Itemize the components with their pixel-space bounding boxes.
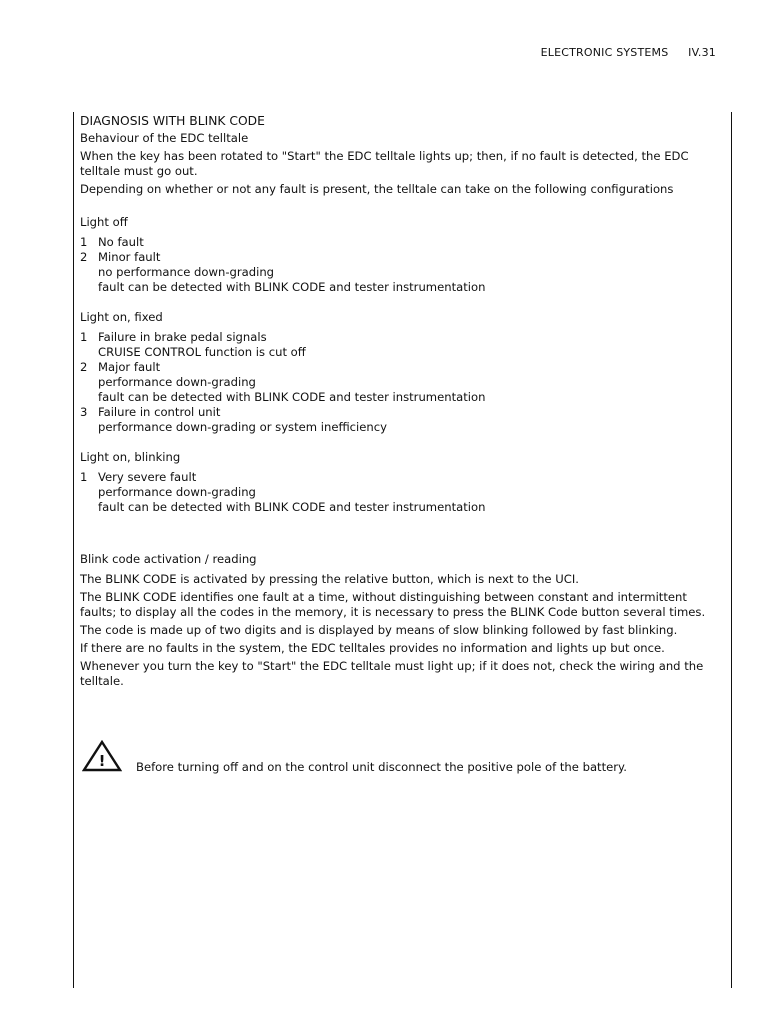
page-content	[80, 114, 726, 692]
activation-paragraph-2: The BLINK CODE identifies one fault at a time, without distinguishing between constant and intermittent faults; to display all the codes in the memory, it is necessary to press the BLINK Code button several times.	[80, 590, 706, 619]
item-label: Major fault	[98, 360, 161, 374]
item-number: 1	[80, 330, 88, 344]
item-detail: performance down-grading	[98, 485, 256, 499]
item-label: No fault	[98, 235, 144, 249]
light-off-title: Light off	[80, 215, 128, 229]
item-detail: fault can be detected with BLINK CODE and tester instrumentation	[98, 280, 486, 294]
light-off-list	[80, 235, 726, 295]
activation-heading: Blink code activation / reading	[80, 552, 257, 566]
list-item	[80, 235, 726, 250]
warning-text: Before turning off and on the control unit disconnect the positive pole of the battery.	[136, 760, 627, 774]
item-body	[98, 235, 726, 250]
item-body	[98, 405, 726, 435]
item-number: 2	[80, 250, 88, 264]
activation-paragraph-5: Whenever you turn the key to "Start" the EDC telltale must light up; if it does not, check the wiring and the telltale.	[80, 659, 704, 688]
light-fixed-title: Light on, fixed	[80, 310, 163, 324]
item-number: 1	[80, 470, 88, 484]
item-detail: fault can be detected with BLINK CODE and tester instrumentation	[98, 500, 486, 514]
behaviour-heading: Behaviour of the EDC telltale	[80, 131, 249, 145]
activation-paragraph-3: The code is made up of two digits and is displayed by means of slow blinking followed by fast blinking.	[80, 623, 678, 637]
item-label: Very severe fault	[98, 470, 197, 484]
item-body	[98, 470, 726, 515]
list-item	[80, 470, 726, 515]
page-title: DIAGNOSIS WITH BLINK CODE	[80, 114, 265, 128]
behaviour-paragraph-1: When the key has been rotated to "Start" the EDC telltale lights up; then, if no fault is detected, the EDC telltale must go out.	[80, 149, 689, 178]
left-rule	[73, 112, 74, 988]
item-body	[98, 250, 726, 295]
warning-symbol: !	[98, 752, 106, 770]
list-item	[80, 250, 726, 295]
list-item	[80, 360, 726, 405]
page-header	[541, 45, 716, 60]
item-detail: fault can be detected with BLINK CODE and tester instrumentation	[98, 390, 486, 404]
right-rule	[731, 112, 732, 988]
item-number: 2	[80, 360, 88, 374]
list-item	[80, 405, 726, 435]
item-number: 1	[80, 235, 88, 249]
section-name: ELECTRONIC SYSTEMS	[540, 46, 669, 59]
behaviour-paragraph-2: Depending on whether or not any fault is present, the telltale can take on the following configurations	[80, 182, 674, 196]
list-item	[80, 330, 726, 360]
item-detail: no performance down-grading	[98, 265, 275, 279]
item-detail: performance down-grading	[98, 375, 256, 389]
light-blinking-title: Light on, blinking	[80, 450, 181, 464]
item-detail: CRUISE CONTROL function is cut off	[98, 345, 306, 359]
item-body	[98, 330, 726, 360]
warning-triangle-icon	[82, 740, 122, 772]
page-number: IV.31	[688, 46, 716, 59]
item-label: Failure in control unit	[98, 405, 221, 419]
item-label: Minor fault	[98, 250, 161, 264]
item-label: Failure in brake pedal signals	[98, 330, 267, 344]
item-detail: performance down-grading or system inefficiency	[98, 420, 387, 434]
activation-paragraph-4: If there are no faults in the system, the EDC telltales provides no information and lights up but once.	[80, 641, 665, 655]
light-fixed-list	[80, 330, 726, 435]
item-body	[98, 360, 726, 405]
item-number: 3	[80, 405, 88, 419]
light-blinking-list	[80, 470, 726, 515]
activation-paragraph-1: The BLINK CODE is activated by pressing the relative button, which is next to the UCI.	[80, 572, 579, 586]
